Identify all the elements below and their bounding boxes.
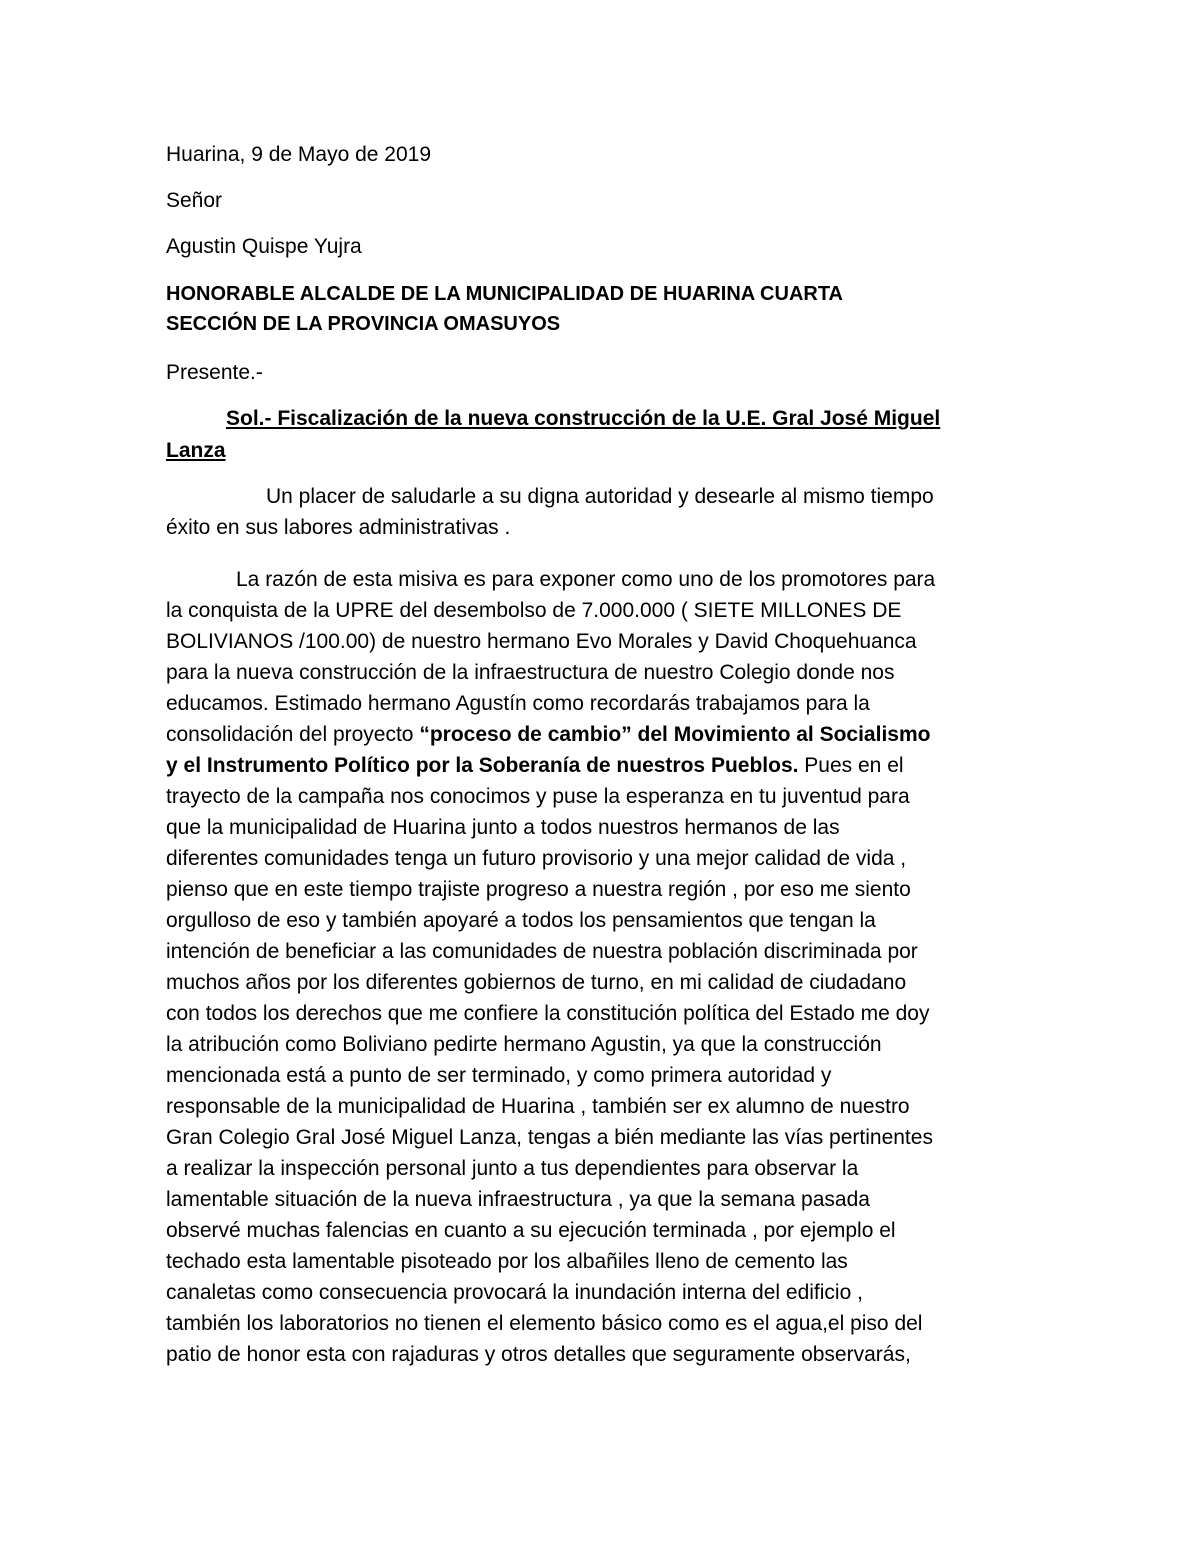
body-line: mencionada está a punto de ser terminado, y como primera autoridad y [166, 1064, 832, 1087]
body-line: lamentable situación de la nueva infraestructura , ya que la semana pasada [166, 1188, 870, 1211]
body-line: también los laboratorios no tienen el elemento básico como es el agua,el piso del [166, 1312, 923, 1335]
recipient-title-line-2: SECCIÓN DE LA PROVINCIA OMASUYOS [166, 313, 561, 335]
body-line: muchos años por los diferentes gobiernos de turno, en mi calidad de ciudadano [166, 971, 907, 994]
body-line: con todos los derechos que me confiere la constitución política del Estado me doy [166, 1002, 930, 1025]
body-bold-text: y el Instrumento Político por la Soberanía de nuestros Pueblos. [166, 754, 799, 777]
subject-line-1: Sol.- Fiscalización de la nueva construcción de la U.E. Gral José Miguel [226, 407, 941, 430]
recipient-name: Agustin Quispe Yujra [166, 235, 362, 258]
body-bold-text: “proceso de cambio” del Movimiento al Socialismo [419, 723, 931, 746]
presente: Presente.- [166, 361, 263, 384]
body-line: responsable de la municipalidad de Huarina , también ser ex alumno de nuestro [166, 1095, 910, 1118]
body-line: para la nueva construcción de la infraestructura de nuestro Colegio donde nos [166, 661, 895, 684]
letter-date: Huarina, 9 de Mayo de 2019 [166, 143, 432, 166]
body-line: orgulloso de eso y también apoyaré a todos los pensamientos que tengan la [166, 909, 876, 932]
body-line: Gran Colegio Gral José Miguel Lanza, tengas a bién mediante las vías pertinentes [166, 1126, 933, 1149]
greeting-line-1: Un placer de saludarle a su digna autoridad y desearle al mismo tiempo [266, 485, 934, 508]
body-text: consolidación del proyecto [166, 723, 420, 746]
body-line: educamos. Estimado hermano Agustín como recordarás trabajamos para la [166, 692, 870, 715]
body-line [166, 719, 1046, 750]
body-line: diferentes comunidades tenga un futuro provisorio y una mejor calidad de vida , [166, 847, 907, 870]
body-line: canaletas como consecuencia provocará la inundación interna del edificio , [166, 1281, 863, 1304]
recipient-title-line-1: HONORABLE ALCALDE DE LA MUNICIPALIDAD DE HUARINA CUARTA [166, 283, 844, 305]
letter-body [166, 564, 1046, 1370]
body-line: pienso que en este tiempo trajiste progreso a nuestra región , por eso me siento [166, 878, 911, 901]
body-line: la conquista de la UPRE del desembolso de 7.000.000 ( SIETE MILLONES DE [166, 599, 902, 622]
greeting-line-2: éxito en sus labores administrativas . [166, 516, 511, 539]
body-line: que la municipalidad de Huarina junto a todos nuestros hermanos de las [166, 816, 840, 839]
body-line: trayecto de la campaña nos conocimos y puse la esperanza en tu juventud para [166, 785, 910, 808]
body-line: patio de honor esta con rajaduras y otros detalles que seguramente observarás, [166, 1343, 911, 1366]
body-line: La razón de esta misiva es para exponer como uno de los promotores para [236, 568, 936, 591]
body-line: a realizar la inspección personal junto a tus dependientes para observar la [166, 1157, 859, 1180]
body-line: techado esta lamentable pisoteado por los albañiles lleno de cemento las [166, 1250, 848, 1273]
body-line: la atribución como Boliviano pedirte hermano Agustin, ya que la construcción [166, 1033, 882, 1056]
body-line: intención de beneficiar a las comunidades de nuestra población discriminada por [166, 940, 918, 963]
body-line: BOLIVIANOS /100.00) de nuestro hermano Evo Morales y David Choquehuanca [166, 630, 917, 653]
body-line: observé muchas falencias en cuanto a su ejecución terminada , por ejemplo el [166, 1219, 896, 1242]
salutation: Señor [166, 189, 223, 212]
subject-line-2: Lanza [166, 439, 226, 462]
body-text: Pues en el [798, 754, 904, 777]
body-line [166, 750, 1046, 781]
